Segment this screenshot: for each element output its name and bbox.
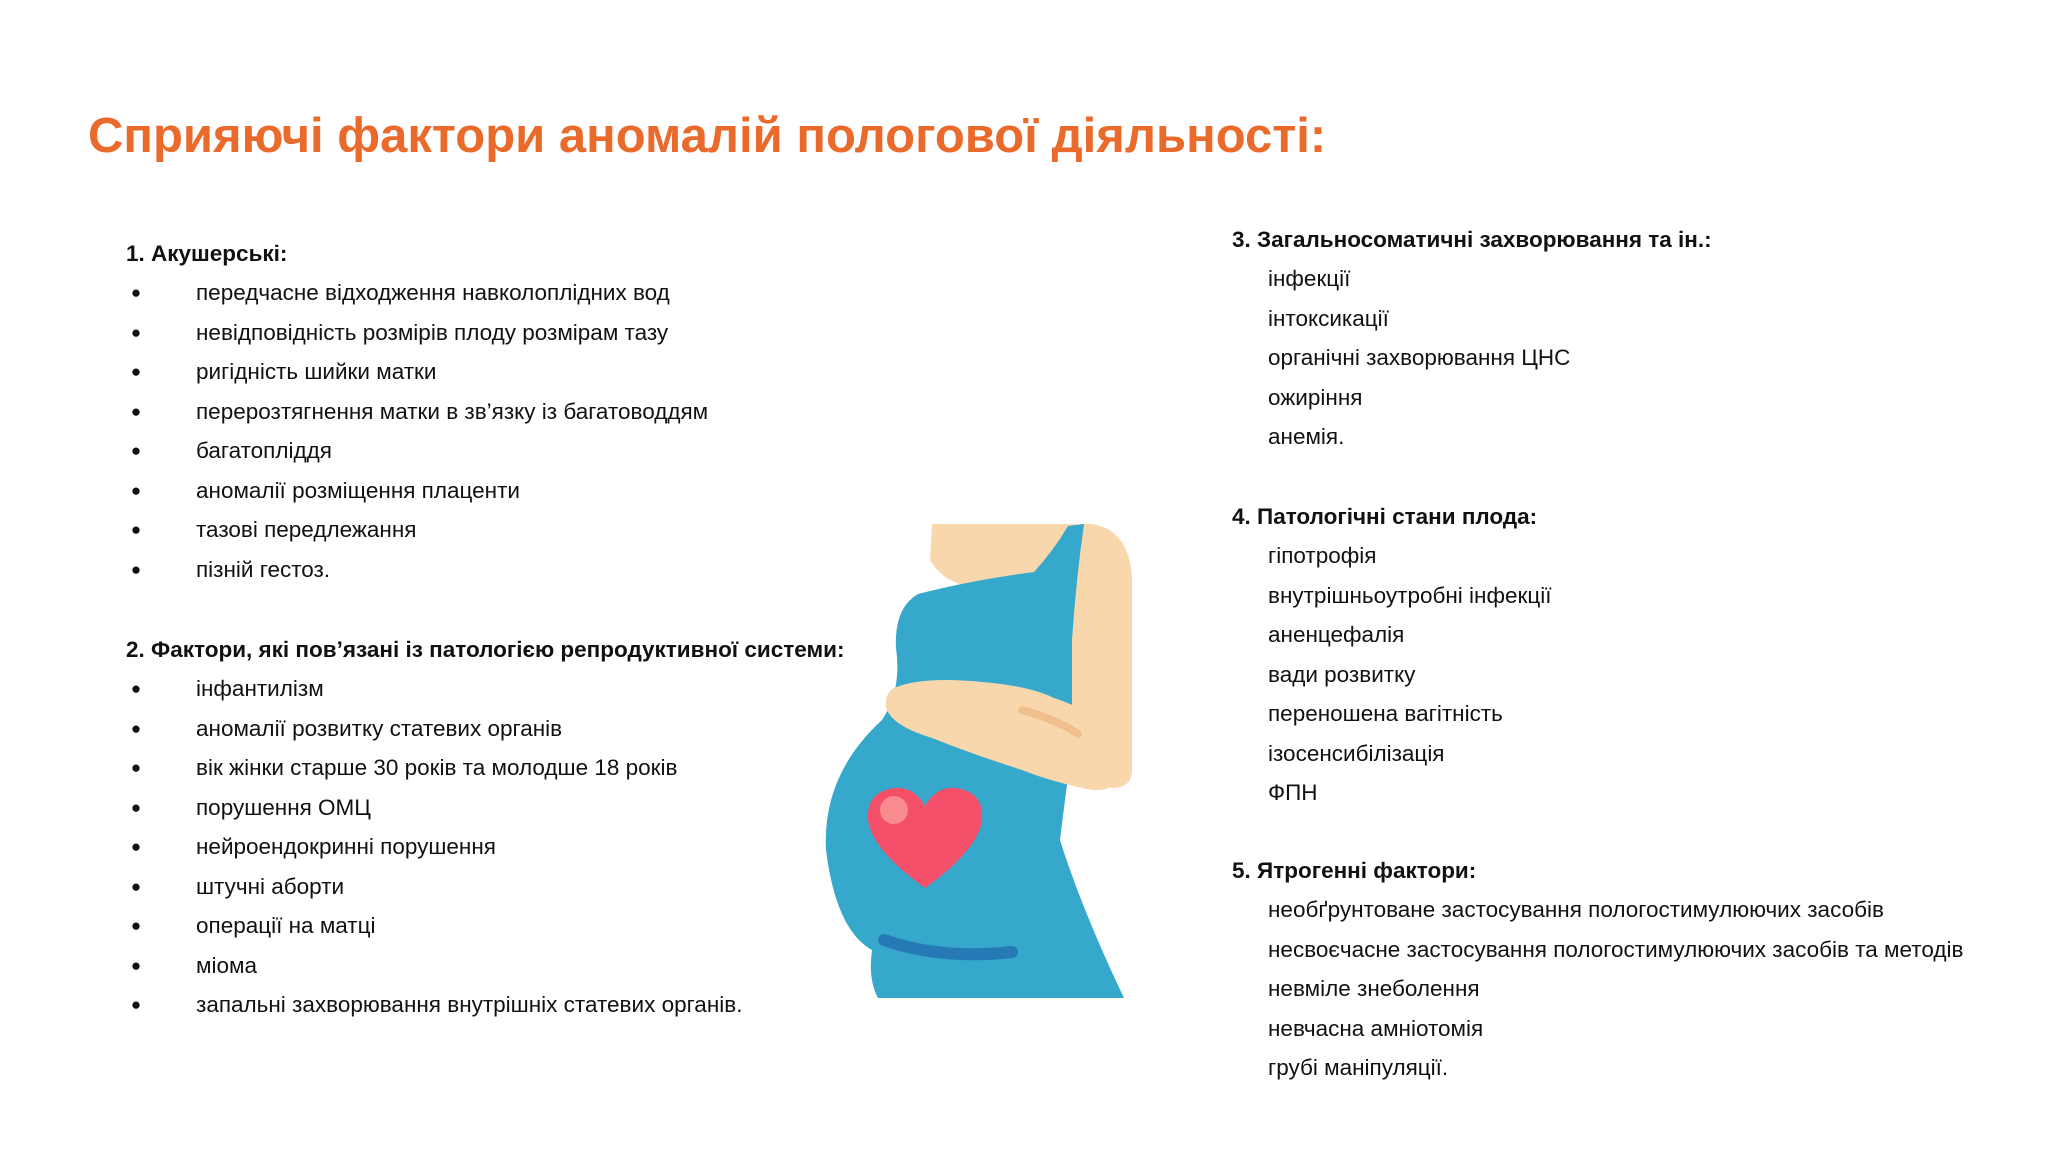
bullet-icon: ●: [130, 797, 142, 817]
list-item: ● тазові передлежання: [126, 510, 708, 550]
list-item: ● перерозтягнення матки в зв’язку із багатоводдям: [126, 392, 708, 432]
obstetric-factors-list: [126, 273, 708, 589]
bullet-icon: ●: [130, 362, 142, 381]
bullet-icon: ●: [130, 995, 142, 1014]
list-item: невчасна амніотомія: [1268, 1015, 1484, 1041]
list-item: невміле знеболення: [1268, 976, 1480, 1001]
list-item: ● штучні аборти: [126, 867, 742, 907]
list-item: несвоєчасне застосування пологостимулюючих засобів та методів: [1268, 936, 1964, 962]
list-item: інтоксикації: [1268, 305, 1389, 331]
list-item: ● аномалії розвитку статевих органів: [126, 709, 742, 749]
list-item: ● запальні захворювання внутрішніх статевих органів.: [126, 985, 742, 1025]
bullet-icon: ●: [130, 758, 142, 777]
pregnant-woman-icon: [822, 520, 1142, 1000]
list-item: переношена вагітність: [1268, 701, 1503, 726]
list-item: ● аномалії розміщення плаценти: [126, 471, 708, 511]
bullet-icon: ●: [130, 876, 142, 896]
list-item: гіпотрофія: [1268, 543, 1377, 568]
bullet-icon: ●: [130, 441, 142, 460]
list-item: ● міома: [126, 946, 742, 986]
list-item: ● нейроендокринні порушення: [126, 827, 742, 867]
list-item: ● ригідність шийки матки: [126, 352, 708, 392]
slide-title: Сприяючі фактори аномалій пологової діяльності:: [88, 109, 1327, 163]
section-heading-iatrogenic: 5. Ятрогенні фактори:: [1232, 858, 1477, 883]
heart-highlight-shape: [880, 796, 908, 824]
list-item: ● порушення ОМЦ: [126, 788, 742, 828]
list-item: необґрунтоване застосування пологостимулюючих засобів: [1268, 897, 1884, 922]
list-item: ● багатопліддя: [126, 431, 708, 471]
list-item: ● передчасне відходження навколоплідних вод: [126, 273, 708, 313]
list-item: анемія.: [1268, 424, 1345, 449]
list-item: ФПН: [1268, 780, 1318, 805]
bullet-icon: ●: [130, 916, 142, 935]
list-item: ● операції на матці: [126, 906, 742, 946]
list-item: ● вік жінки старше 30 років та молодше 18 років: [126, 748, 742, 788]
list-item: ожиріння: [1268, 384, 1363, 410]
bullet-icon: ●: [130, 837, 142, 856]
bullet-icon: ●: [130, 480, 142, 500]
bullet-icon: ●: [130, 955, 142, 975]
section-heading-somatic: 3. Загальносоматичні захворювання та ін.:: [1232, 227, 1712, 252]
list-item: інфекції: [1268, 266, 1351, 291]
fetal-conditions-list: [1268, 536, 1551, 813]
list-item: ● пізній гестоз.: [126, 550, 708, 590]
bullet-icon: ●: [130, 718, 142, 738]
list-item: органічні захворювання ЦНС: [1268, 345, 1571, 370]
bullet-icon: ●: [130, 559, 142, 579]
bullet-icon: ●: [130, 679, 142, 698]
list-item: вади розвитку: [1268, 661, 1416, 687]
list-item: внутрішньоутробні інфекції: [1268, 582, 1552, 608]
reproductive-factors-list: [126, 669, 742, 1025]
bullet-icon: ●: [130, 322, 142, 342]
list-item: ізосенсибілізація: [1268, 740, 1445, 766]
iatrogenic-factors-list: [1268, 890, 1963, 1088]
section-heading-reproductive: 2. Фактори, які пов’язані із патологією репродуктивної системи:: [126, 637, 845, 662]
bullet-icon: ●: [130, 401, 142, 421]
somatic-diseases-list: [1268, 259, 1570, 457]
bullet-icon: ●: [130, 283, 142, 302]
list-item: ● невідповідність розмірів плоду розмірам тазу: [126, 313, 708, 353]
bullet-icon: ●: [130, 520, 142, 539]
section-heading-fetal: 4. Патологічні стани плода:: [1232, 504, 1538, 529]
list-item: грубі маніпуляції.: [1268, 1055, 1449, 1080]
list-item: аненцефалія: [1268, 622, 1405, 647]
section-heading-obstetric: 1. Акушерські:: [126, 241, 288, 266]
list-item: ● інфантилізм: [126, 669, 742, 709]
